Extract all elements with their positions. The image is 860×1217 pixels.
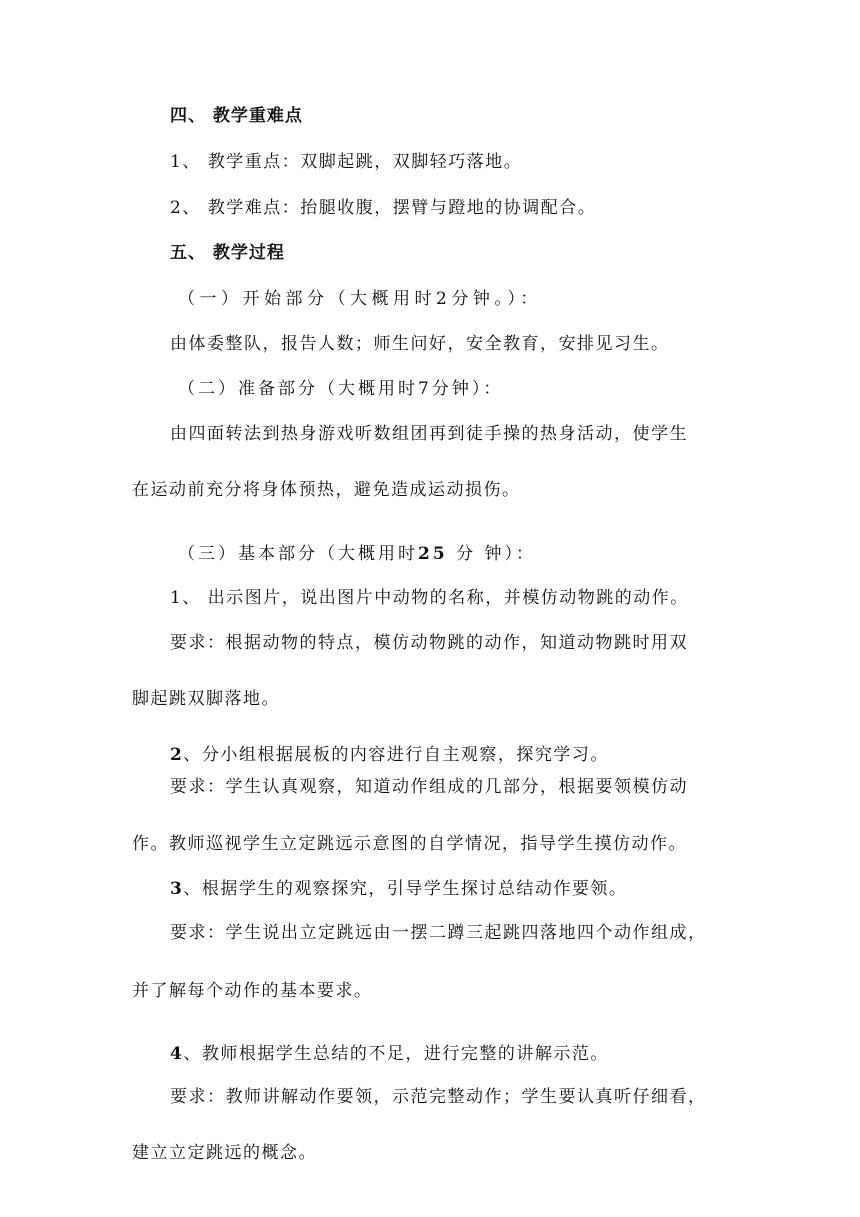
part-three-title-prefix: （三）基本部分（大概用时	[178, 544, 418, 564]
teaching-difficult-point: 2、 教学难点：抬腿收腹，摆臂与蹬地的协调配合。	[170, 198, 597, 218]
step-two-requirement-line2: 作。教师巡视学生立定跳远示意图的自学情况，指导学生摸仿动作。	[132, 834, 687, 854]
step-three-text: 、根据学生的观察探究，引导学生探讨总结动作要领。	[183, 879, 628, 899]
step-four	[170, 1043, 609, 1065]
part-three-title	[178, 543, 536, 565]
teaching-key-point: 1、 教学重点：双脚起跳，双脚轻巧落地。	[170, 152, 523, 172]
step-two-number: 2	[170, 745, 184, 765]
step-two-text: 、分小组根据展板的内容进行自主观察，探究学习。	[183, 745, 609, 765]
step-three-requirement-line1: 要求：学生说出立定跳远由一摆二蹲三起跳四落地四个动作组成，	[170, 923, 707, 943]
section-heading-difficulties: 四、 教学重难点	[170, 106, 303, 126]
step-one-requirement-line1: 要求：根据动物的特点，模仿动物跳的动作，知道动物跳时用双	[170, 633, 688, 653]
step-four-requirement-line1: 要求：教师讲解动作要领，示范完整动作；学生要认真听仔细看，	[170, 1087, 707, 1107]
part-one-title: （一）开始部分（大概用时2分钟。）：	[178, 289, 542, 309]
part-three-title-suffix: 分 钟）：	[447, 544, 536, 564]
step-one-number: 1、	[170, 588, 201, 608]
part-two-text-line2: 在运动前充分将身体预热，避免造成运动损伤。	[132, 480, 521, 500]
step-four-requirement-line2: 建立立定跳远的概念。	[132, 1143, 317, 1163]
step-three	[170, 878, 627, 900]
part-three-minutes: 25	[418, 544, 448, 564]
step-one-requirement-line2: 脚起跳双脚落地。	[132, 689, 280, 709]
section-heading-process: 五、 教学过程	[170, 243, 285, 263]
part-one-text: 由体委整队，报告人数；师生问好，安全教育，安排见习生。	[170, 334, 670, 354]
step-four-text: 、教师根据学生总结的不足，进行完整的讲解示范。	[183, 1044, 609, 1064]
step-one	[170, 587, 689, 609]
part-two-text-line1: 由四面转法到热身游戏听数组团再到徒手操的热身活动，使学生	[170, 424, 688, 444]
step-one-text: 出示图片，说出图片中动物的名称，并模仿动物跳的动作。	[200, 588, 689, 608]
step-two	[170, 744, 609, 766]
step-three-requirement-line2: 并了解每个动作的基本要求。	[132, 981, 373, 1001]
part-two-title: （二）准备部分（大概用时7分钟）：	[178, 379, 504, 399]
step-four-number: 4	[170, 1044, 184, 1064]
step-two-requirement-line1: 要求：学生认真观察，知道动作组成的几部分，根据要领模仿动	[170, 777, 688, 797]
step-three-number: 3	[170, 879, 184, 899]
